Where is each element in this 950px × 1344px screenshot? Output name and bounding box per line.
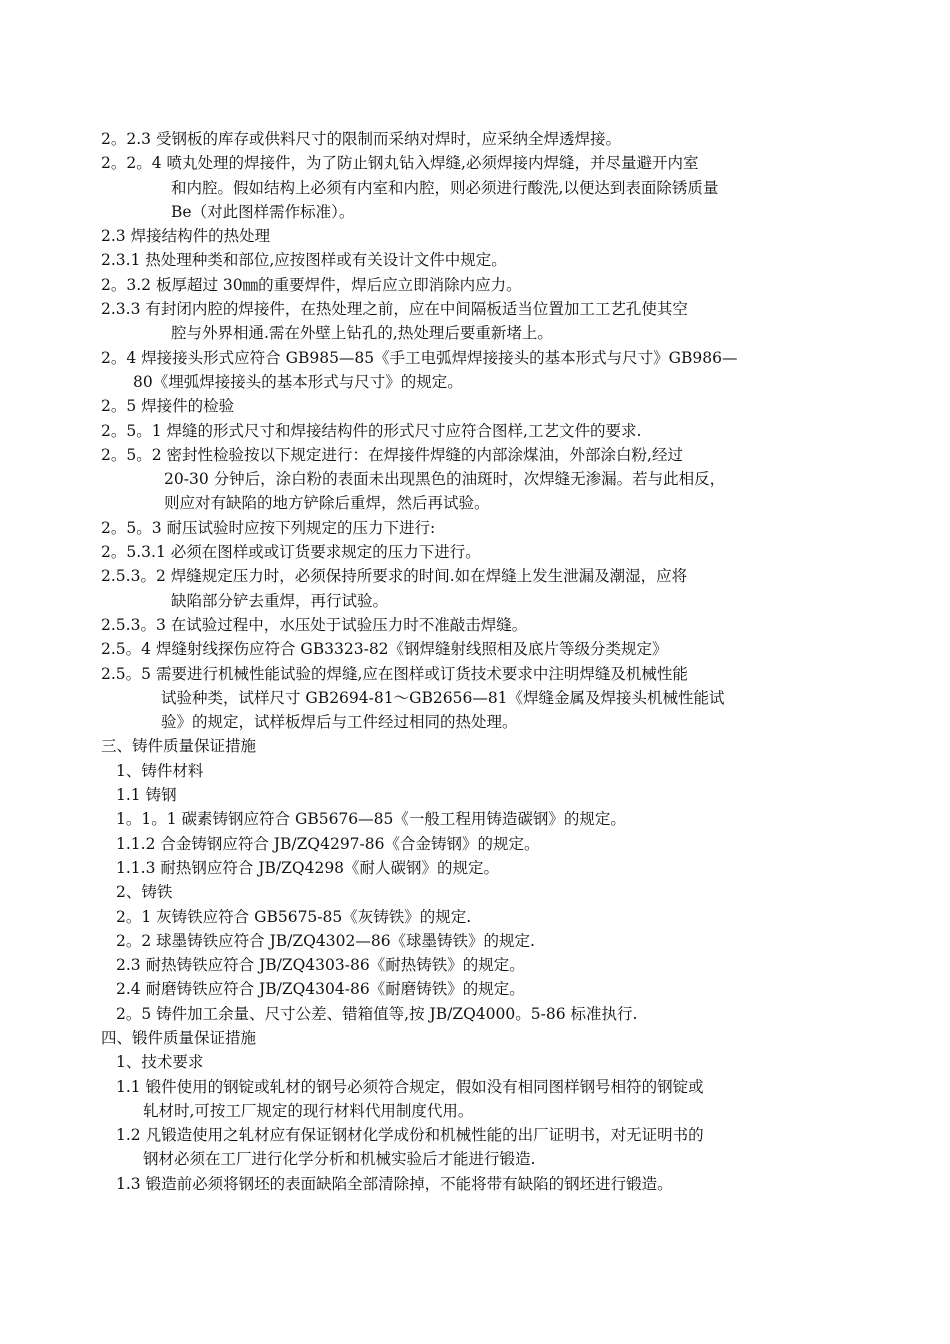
- text-line: 则应对有缺陷的地方铲除后重焊，然后再试验。: [164, 494, 490, 513]
- text-line: 1.2 凡锻造使用之轧材应有保证钢材化学成份和机械性能的出厂证明书，对无证明书的: [116, 1126, 704, 1145]
- text-line: 20-30 分钟后，涂白粉的表面未出现黑色的油斑时，次焊缝无渗漏。若与此相反，: [164, 470, 726, 489]
- text-line: Be（对此图样需作标准）。: [171, 202, 355, 221]
- text-line: 2.5.3。2 焊缝规定压力时，必须保持所要求的时间.如在焊缝上发生泄漏及潮湿，应将: [101, 567, 688, 586]
- text-line: 2。1 灰铸铁应符合 GB5675-85《灰铸铁》的规定.: [116, 907, 472, 926]
- text-line: 2。2.3 受钢板的库存或供料尺寸的限制而采纳对焊时，应采纳全焊透焊接。: [101, 130, 621, 148]
- text-line: 2。5 铸件加工余量、尺寸公差、错箱值等,按 JB/ZQ4000。5-86 标准执行.: [116, 1004, 638, 1023]
- text-line: 2。5。1 焊缝的形式尺寸和焊接结构件的形式尺寸应符合图样,工艺文件的要求.: [101, 421, 642, 440]
- text-line: 2.5。4 焊缝射线探伤应符合 GB3323-82《钢焊缝射线照相及底片等级分类规定》: [101, 640, 668, 659]
- text-line: 2.3 耐热铸铁应符合 JB/ZQ4303-86《耐热铸铁》的规定。: [116, 956, 525, 975]
- text-line: 1.1 锻件使用的钢锭或轧材的钢号必须符合规定，假如没有相同图样钢号相符的钢锭或: [116, 1077, 704, 1096]
- text-line: 2.5。5 需要进行机械性能试验的焊缝,应在图样或订货技术要求中注明焊缝及机械性能: [101, 664, 688, 683]
- chapter-heading: 三、铸件质量保证措施: [101, 737, 257, 756]
- text-line: 2。3.2 板厚超过 30㎜的重要焊件，焊后应立即消除内应力。: [101, 275, 522, 294]
- text-line: 2。5.3.1 必须在图样或或订货要求规定的压力下进行。: [101, 543, 481, 562]
- text-line: 2。5。3 耐压试验时应按下列规定的压力下进行:: [101, 518, 436, 537]
- text-line: 2。4 焊接接头形式应符合 GB985—85《手工电弧焊焊接接头的基本形式与尺寸》GB986—: [101, 348, 738, 367]
- text-line: 2.4 耐磨铸铁应符合 JB/ZQ4304-86《耐磨铸铁》的规定。: [116, 980, 525, 999]
- text-line: 2.3.1 热处理种类和部位,应按图样或有关设计文件中规定。: [101, 251, 507, 270]
- text-line: 轧材时,可按工厂规定的现行材料代用制度代用。: [143, 1101, 474, 1120]
- section-heading: 1.1 铸钢: [116, 786, 177, 805]
- text-line: 2。2 球墨铸铁应符合 JB/ZQ4302—86《球墨铸铁》的规定.: [116, 931, 535, 950]
- text-line: 1.1.3 耐热钢应符合 JB/ZQ4298《耐人碳钢》的规定。: [116, 858, 500, 877]
- text-line: 2.3.3 有封闭内腔的焊接件，在热处理之前，应在中间隔板适当位置加工工艺孔使其空: [101, 300, 688, 319]
- section-heading: 2。5 焊接件的检验: [101, 397, 235, 416]
- text-line: 2。2。4 喷丸处理的焊接件，为了防止钢丸钻入焊缝,必须焊接内焊缝，并尽量避开内室: [101, 154, 699, 173]
- text-line: 缺陷部分铲去重焊，再行试验。: [171, 591, 389, 610]
- section-heading: 2、铸铁: [116, 883, 173, 902]
- text-line: 1。1。1 碳素铸钢应符合 GB5676—85《一般工程用铸造碳钢》的规定。: [116, 810, 626, 829]
- text-line: 验》的规定，试样板焊后与工件经过相同的热处理。: [161, 713, 518, 732]
- text-line: 和内腔。假如结构上必须有内室和内腔，则必须进行酸洗,以便达到表面除锈质量: [171, 178, 719, 197]
- section-heading: 2.3 焊接结构件的热处理: [101, 227, 271, 246]
- section-heading: 1、技术要求: [116, 1053, 204, 1072]
- text-line: 80《埋弧焊接接头的基本形式与尺寸》的规定。: [133, 372, 463, 391]
- text-line: 钢材必须在工厂进行化学分析和机械实验后才能进行锻造.: [143, 1150, 536, 1169]
- document-body: [101, 127, 861, 1196]
- text-line: 腔与外界相通.需在外壁上钻孔的,热处理后要重新堵上。: [171, 324, 553, 343]
- text-line: 2。5。2 密封性检验按以下规定进行：在焊接件焊缝的内部涂煤油，外部涂白粉,经过: [101, 445, 683, 464]
- text-line: 1.3 锻造前必须将钢坯的表面缺陷全部清除掉，不能将带有缺陷的钢坯进行锻造。: [116, 1174, 673, 1193]
- text-line: 1.1.2 合金铸钢应符合 JB/ZQ4297-86《合金铸钢》的规定。: [116, 834, 540, 853]
- chapter-heading: 四、锻件质量保证措施: [101, 1028, 257, 1047]
- text-line: 2.5.3。3 在试验过程中，水压处于试验压力时不准敲击焊缝。: [101, 615, 528, 634]
- section-heading: 1、铸件材料: [116, 761, 204, 780]
- text-line: 试验种类，试样尺寸 GB2694-81～GB2656—81《焊缝金属及焊接头机械性能试: [161, 688, 725, 707]
